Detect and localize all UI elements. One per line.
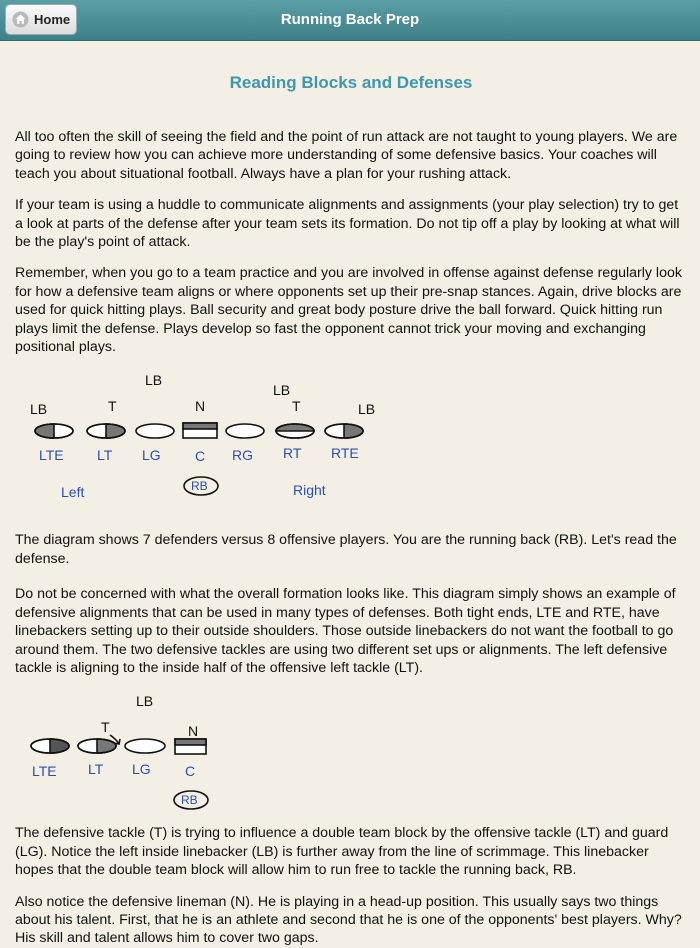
player-lte-symbol	[35, 424, 73, 438]
off2-lg: LG	[132, 761, 151, 778]
player2-lg-symbol	[125, 739, 165, 753]
player2-lte-symbol	[31, 739, 69, 753]
off-rt: RT	[283, 445, 302, 462]
paragraph-2: If your team is using a huddle to communicate alignments and assignments (your play selection) try to get a look at parts of the defense after your team sets its formation. Do not tip off a play by looking at what will be the play's point of attack.	[15, 197, 680, 251]
off-rte: RTE	[331, 445, 359, 462]
article-heading: Reading Blocks and Defenses	[229, 73, 473, 92]
right-side-label: Right	[293, 482, 326, 499]
home-button-label: Home	[34, 12, 71, 27]
def-n: N	[195, 398, 206, 415]
paragraph-1: All too often the skill of seeing the field and the point of run attack are not taught to young players. We are going to review how you can achieve more understanding of some defensive basics. Your coaches will teach you about situational football. Always have a plan for your rushing attack.	[15, 129, 678, 182]
paragraph-4: The diagram shows 7 defenders versus 8 offensive players. You are the running back (RB). Let's read the defense.	[15, 532, 677, 567]
def-t-left: T	[108, 398, 117, 415]
formation2-symbols	[15, 677, 275, 824]
off2-c: C	[185, 763, 196, 780]
formation-symbols	[15, 356, 415, 531]
def-lb-inside: LB	[145, 372, 163, 389]
paragraph-7: Also notice the defensive lineman (N). He is playing in a head-up position. This usually says two things about his talent. First, that he is an athlete and second that he is one of the opponents' best players. Why? His skill and talent allows him to cover two gaps.	[15, 893, 682, 947]
off-c: C	[195, 448, 206, 465]
def-lb-right: LB	[358, 401, 376, 418]
player2-c-symbol	[175, 739, 206, 754]
article	[15, 40, 687, 948]
player-lt-symbol	[87, 424, 125, 438]
def-lb-right-inside: LB	[273, 382, 291, 399]
paragraph-6: The defensive tackle (T) is trying to influence a double team block by the offensive tackle (LT) and guard (LG). Notice the left inside linebacker (LB) is further away from the line of scrimmage. This linebacker hopes that the double team block will allow him to run free to tackle the running back, RB.	[15, 825, 669, 879]
off-lt: LT	[97, 447, 113, 464]
navigation-bar	[0, 0, 700, 41]
def-t-right: T	[292, 398, 301, 415]
player2-lt-symbol	[78, 739, 116, 753]
player-c-symbol	[183, 423, 217, 438]
off-lte: LTE	[39, 447, 64, 464]
off2-lte: LTE	[32, 763, 57, 780]
page-title: Running Back Prep	[280, 11, 420, 28]
off-lg: LG	[142, 447, 161, 464]
paragraph-3: Remember, when you go to a team practice and you are involved in offense against defense regularly look for how a defensive team aligns or where opponents set up their pre-snap stances. Again, drive blocks are used for quick hitting plays. Ball security and great body posture drive the ball forward. Quick hitting run plays limit the defense. Plays develop so fast the opponent cannot trick your moving and exchanging positional plays.	[15, 265, 682, 356]
off-rg: RG	[232, 447, 253, 464]
left-side-label: Left	[61, 484, 85, 501]
formation-diagram-full	[15, 356, 687, 531]
def2-t: T	[101, 719, 110, 736]
rb2-label: RB	[181, 793, 198, 808]
def2-lb: LB	[136, 693, 154, 710]
off2-lt: LT	[88, 761, 104, 778]
def-lb-left: LB	[30, 401, 48, 418]
formation-diagram-left-side	[15, 677, 687, 824]
def2-n: N	[188, 723, 199, 740]
player-lg-symbol	[136, 424, 174, 438]
player-rte-symbol	[325, 424, 363, 438]
paragraph-5: Do not be concerned with what the overall formation looks like. This diagram simply shows an example of defensive alignments that can be used in many types of defenses. Both tight ends, LTE and RTE, have linebackers setting up to their outside shoulders. Those outside linebackers do not want the football to go around them. The two defensive tackles are using two different set ups or alignments. The left defensive tackle is aligning to the inside half of the offensive left tackle (LT).	[15, 586, 676, 676]
player-rt-symbol	[276, 424, 314, 438]
player-rg-symbol	[226, 424, 264, 438]
rb-label: RB	[191, 479, 208, 494]
